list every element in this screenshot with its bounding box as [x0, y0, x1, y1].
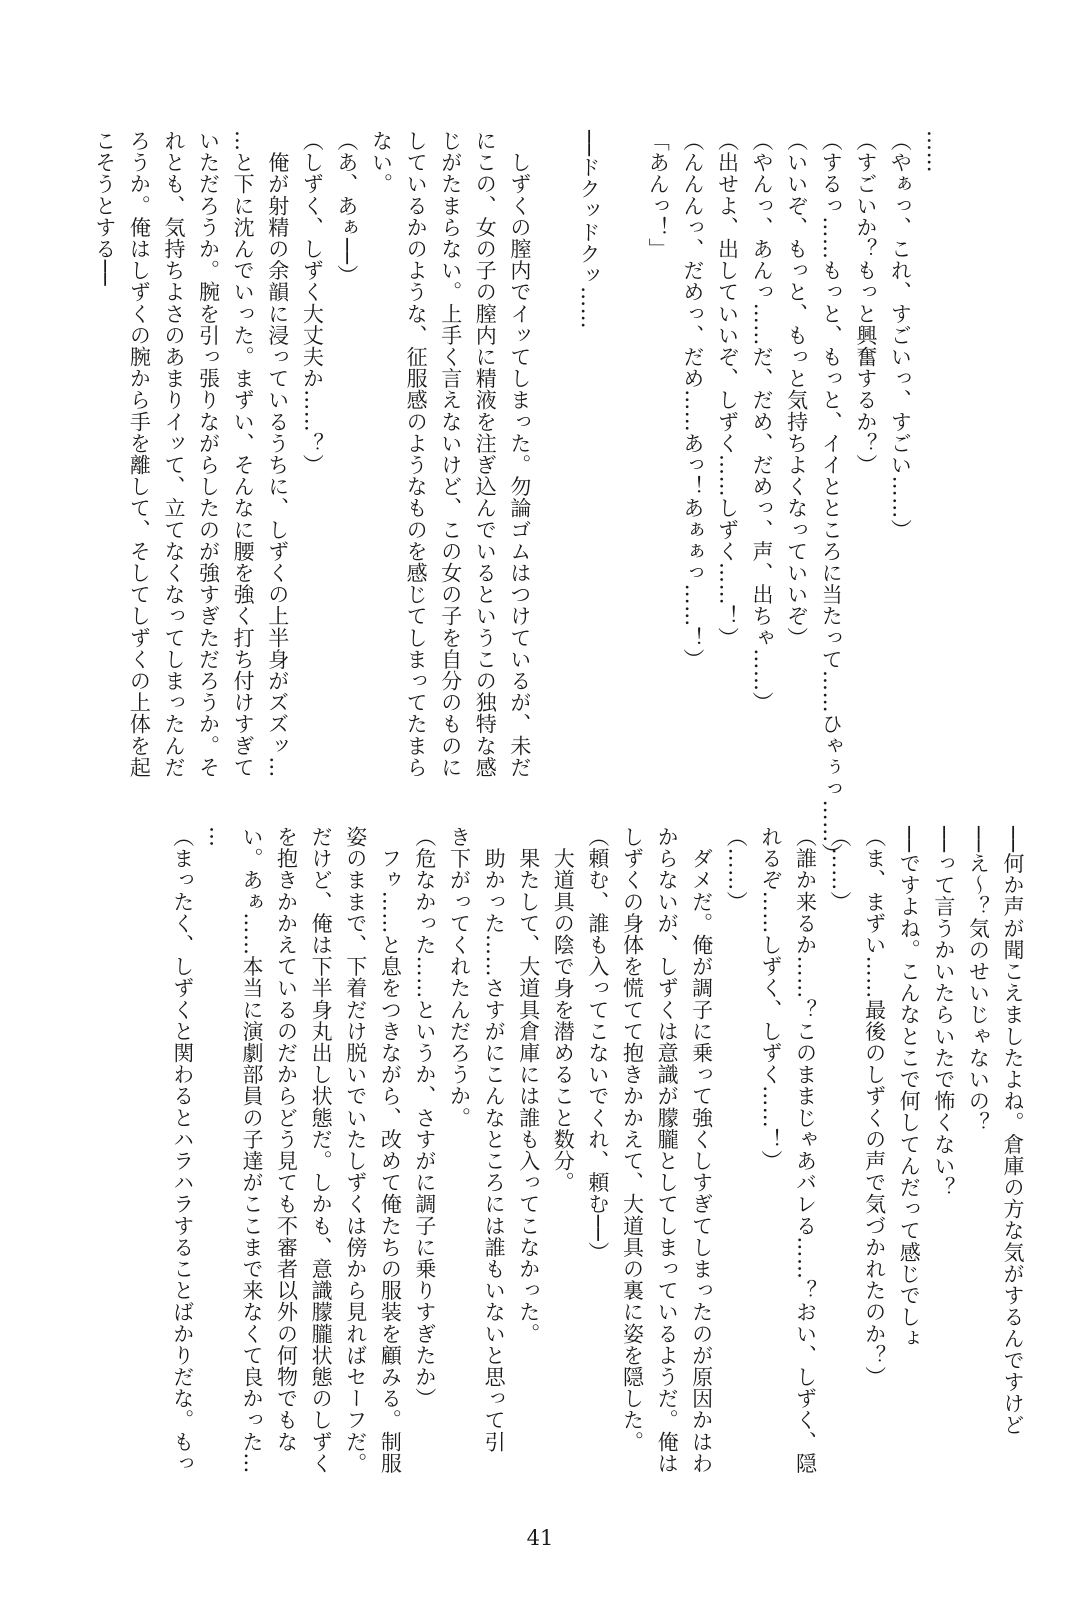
text-line: ──ドクッドクッ……	[577, 130, 602, 330]
text-line: 大道具の陰で身を潜めること数分。	[551, 826, 576, 1194]
text-line: （……）	[724, 826, 749, 913]
text-line: しているかのような、征服感のようなものを感じてしまってたまら	[404, 130, 429, 778]
text-line: （んんんっ、だめっ、だめ……あっ！あぁぁっ……！）	[680, 130, 705, 670]
text-line: を抱きかかえているのだからどう見ても不審者以外の何物でもな	[274, 826, 299, 1453]
text-line: （やんっ、あんっ……だ、だめ、だめっ、声、出ちゃ……）	[750, 130, 775, 714]
text-line: （出せよ、出していいぞ、しずく……しずく……！）	[715, 130, 740, 649]
text-line: じがたまらない。上手く言えないけど、この女の子を自分のものに	[438, 130, 463, 778]
text-line: れとも、気持ちよさのあまりイッて、立てなくなってしまったんだ	[161, 130, 186, 778]
text-line: （するっ……もっと、もっと、イイとところに当たって……ひゃぅっ……）	[819, 130, 844, 865]
text-column-lower	[148, 826, 1030, 1486]
text-line	[537, 130, 572, 770]
text-line: …と下に沈んでいった。まずい、そんなに腰を強く打ち付けすぎて	[231, 130, 256, 778]
text-line: （やぁっ、これ、すごいっ、すごい……）	[888, 130, 913, 541]
text-line: こそうとする──	[92, 130, 117, 287]
text-line: （いいぞ、もっと、もっと気持ちよくなっていいぞ）	[784, 130, 809, 649]
text-line	[606, 130, 641, 770]
text-line: からないが、しずくは意識が朦朧としてしまっているようだ。俺は	[655, 826, 680, 1474]
text-line: いただろうか。腕を引っ張りながらしたのが強すぎただろうか。そ	[196, 130, 221, 778]
text-line: （しずく、しずく大丈夫か……？）	[300, 130, 325, 476]
text-line: （誰か来るか……？このままじゃあバレる……？おい、しずく、隠	[793, 826, 818, 1474]
text-line: ──何か声が聞こえましたよね。倉庫の方な気がするんですけど	[1001, 826, 1025, 1436]
text-line: （まったく、しずくと関わるとハラハラすることばかりだな。もっ	[170, 826, 195, 1474]
text-line: （……）	[828, 826, 853, 913]
text-line: 俺が射精の余韻に浸っているうちに、しずくの上半身がズズッ…	[265, 130, 290, 778]
text-line: （あ、あぁ──）	[334, 130, 359, 287]
text-line: しずくの身体を慌てて抱きかかえて、大道具の裏に姿を隠した。	[620, 826, 645, 1453]
text-line: い。あぁ……本当に演劇部員の子達がここまで来なくて良かった…	[239, 826, 264, 1474]
text-line: …	[205, 826, 230, 848]
text-line: フゥ……と息をつきながら、改めて俺たちの服装を顧みる。制服	[378, 826, 403, 1474]
text-line: 助かった……さすがにこんなところには誰もいないと思って引	[482, 826, 507, 1453]
text-line: ──って言うかいたらいたで怖くない？	[931, 826, 956, 1199]
text-line: （頼む、誰も入ってこないでくれ、頼む──）	[585, 826, 610, 1263]
text-line: （ま、まずい……最後のしずくの声で気づかれたのか？）	[862, 826, 887, 1388]
text-line: ──え〜？気のせいじゃないの？	[966, 826, 991, 1134]
text-line: だけど、俺は下半身丸出し状態だ。しかも、意識朦朧状態のしずく	[309, 826, 334, 1474]
text-line: 姿のままで、下着だけ脱いでいたしずくは傍から見ればセーフだ。	[343, 826, 368, 1474]
text-line: ──ですよね。こんなとこで何してんだって感じでしょ	[897, 826, 922, 1350]
text-line: （危なかった……というか、さすがに調子に乗りすぎたか）	[412, 826, 437, 1410]
text-line: ダメだ。俺が調子に乗って強くしすぎてしまったのが原因かはわ	[689, 826, 714, 1474]
text-line: しずくの膣内でイッてしまった。勿論ゴムはつけているが、未だ	[507, 130, 532, 778]
text-line: （すごいか？もっと興奮するか？）	[853, 130, 878, 476]
text-line: ……	[923, 130, 947, 174]
text-line: ない。	[369, 130, 394, 195]
text-line: 「あんっ！」	[646, 130, 671, 260]
text-line: き下がってくれたんだろうか。	[447, 826, 472, 1129]
text-line: にこの、女の子の膣内に精液を注ぎ込んでいるというこの独特な感	[473, 130, 498, 778]
text-column-upper	[92, 130, 952, 865]
text-line: れるぞ……しずく、しずく……！）	[758, 826, 783, 1172]
text-line: 果たして、大道具倉庫には誰も入ってこなかった。	[516, 826, 541, 1345]
page-number: 41	[526, 1526, 554, 1550]
text-line: ろうか。俺はしずくの腕から手を離して、そしてしずくの上体を起	[127, 130, 152, 778]
